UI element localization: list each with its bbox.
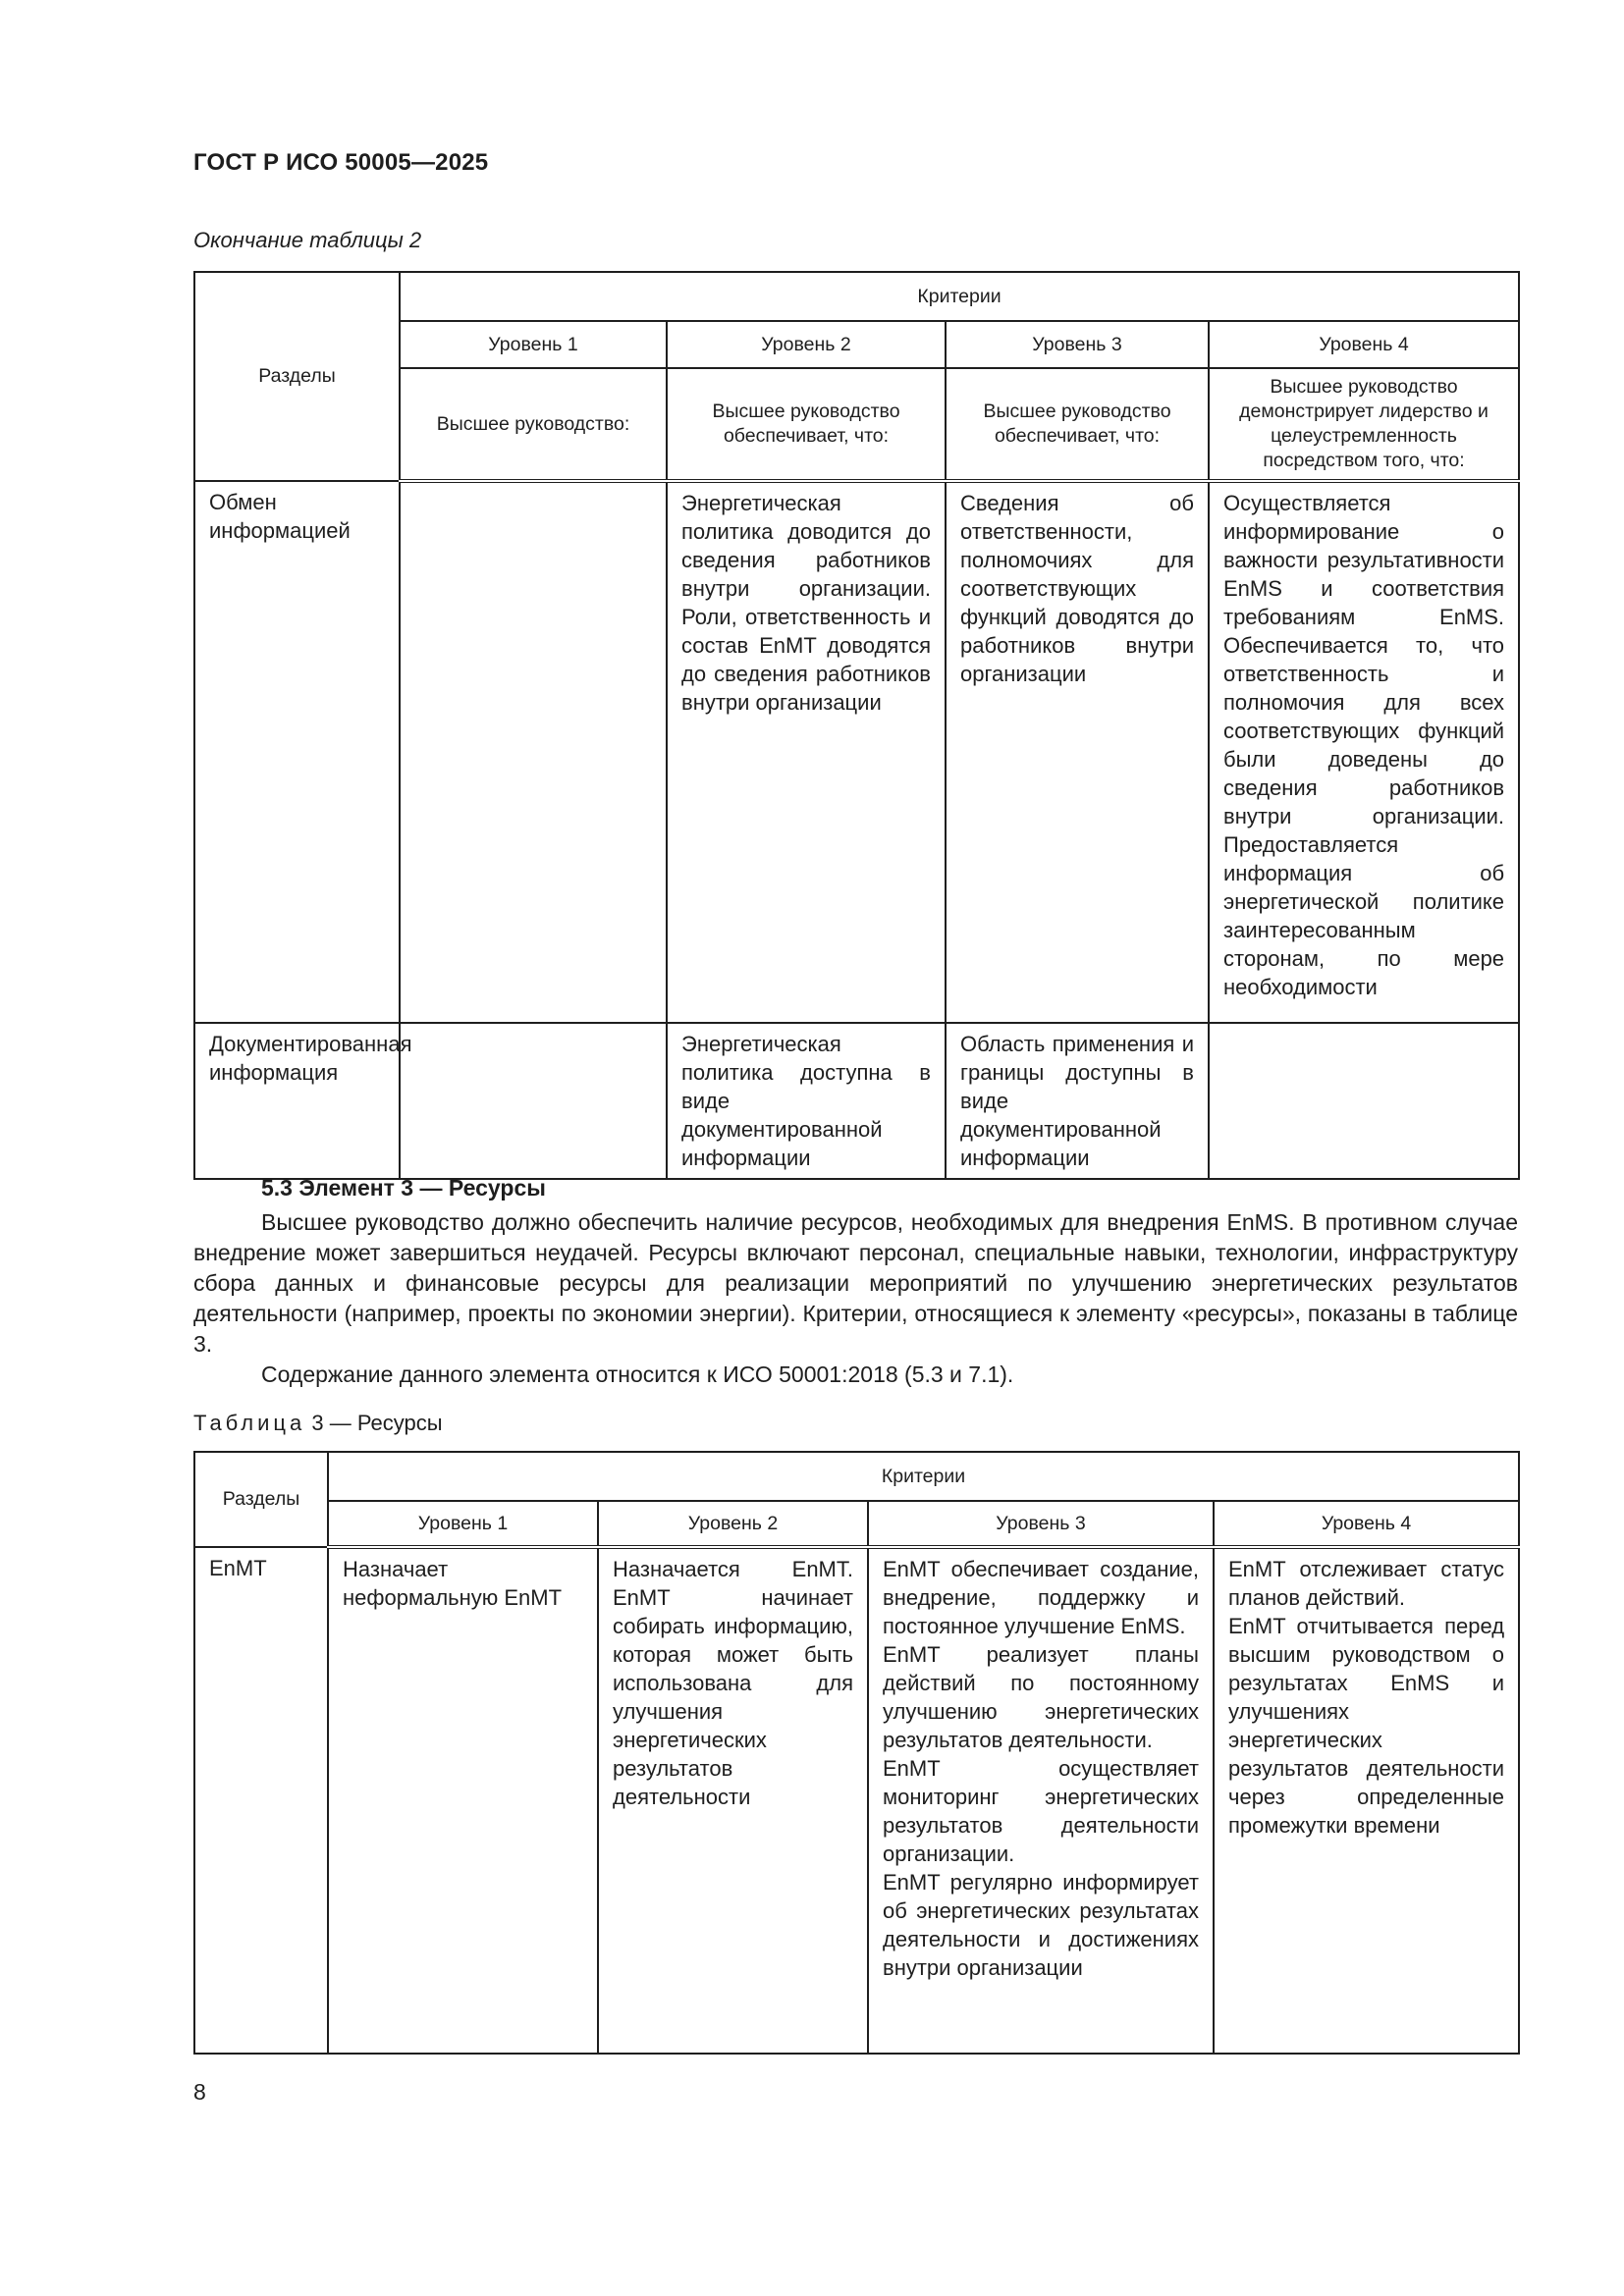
table2-section-cell: Обмен информацией: [194, 481, 400, 1023]
table2-cell: Осуществляется информирование о важности результативности EnMS и соответствия требованиям EnMS. Обеспечивается то, что ответственность и полномочия для всех соответствующих функций были доведены до сведения работников внутри организации. Предоставляется информация об энергетической политике заинтересованным сторонам, по мере необходимости: [1209, 481, 1519, 1023]
section-paragraph: Содержание данного элемента относится к ИСО 50001:2018 (5.3 и 7.1).: [261, 1362, 1014, 1387]
table2-level-1-header: Уровень 1: [400, 321, 667, 368]
table3-level-1-header: Уровень 1: [328, 1501, 598, 1547]
table2-cell: [400, 1023, 667, 1179]
table3-cell: [1214, 1547, 1519, 2054]
table2-cell: [1209, 1023, 1519, 1179]
table2-level-3-header: Уровень 3: [946, 321, 1209, 368]
table2-level-2-header: Уровень 2: [667, 321, 946, 368]
table2-level-4-header: Уровень 4: [1209, 321, 1519, 368]
table3-sections-header: Разделы: [194, 1452, 328, 1547]
table-row: [194, 481, 1519, 1023]
table3-criteria-header: Критерии: [328, 1452, 1519, 1501]
table3-level-2-header: Уровень 2: [598, 1501, 868, 1547]
table3-cell-line: EnMT реализует планы действий по постоянному улучшению энергетических результатов деятельности.: [883, 1642, 1199, 1752]
table2-level-2-intro: Высшее руководство обеспечивает, что:: [667, 368, 946, 481]
table-2: [193, 271, 1520, 1180]
table3-level-4-header: Уровень 4: [1214, 1501, 1519, 1547]
table2-cell: Сведения об ответственности, полномочиях для соответствующих функций доводятся до работников внутри организации: [946, 481, 1209, 1023]
section-paragraph: Высшее руководство должно обеспечить наличие ресурсов, необходимых для внедрения EnMS. В противном случае внедрение может завершиться неудачей. Ресурсы включают персонал, специальные навыки, технологии, инфраструктуру сбора данных и финансовые ресурсы для реализации мероприятий по улучшению энергетических результатов деятельности (например, проекты по экономии энергии). Критерии, относящиеся к элементу «ресурсы», показаны в таблице 3.: [193, 1209, 1518, 1357]
table3-level-3-header: Уровень 3: [868, 1501, 1214, 1547]
table3-cell-line: EnMT отчитывается перед высшим руководством о результатах EnMS и улучшениях энергетических результатов деятельности через определенные промежутки времени: [1228, 1614, 1505, 1838]
document-header: ГОСТ Р ИСО 50005—2025: [193, 149, 489, 176]
table2-cell: [400, 481, 667, 1023]
table2-cell: Область применения и границы доступны в виде документированной информации: [946, 1023, 1209, 1179]
table3-caption: [193, 1411, 443, 1436]
table3-caption-prefix: Таблица: [193, 1411, 306, 1435]
table3-caption-title: 3 — Ресурсы: [311, 1411, 443, 1435]
table3-cell: Назначает неформальную EnMT: [328, 1547, 598, 2054]
table2-level-3-intro: Высшее руководство обеспечивает, что:: [946, 368, 1209, 481]
table2-level-4-intro: Высшее руководство демонстрирует лидерство и целеустремленность посредством того, что:: [1209, 368, 1519, 481]
table2-cell: Энергетическая политика доступна в виде документированной информации: [667, 1023, 946, 1179]
table3-cell-line: EnMT отслеживает статус планов действий.: [1228, 1557, 1505, 1610]
table3-cell-line: EnMT регулярно информирует об энергетических результатах деятельности и достижениях внутри организации: [883, 1870, 1199, 1980]
table2-cell: Энергетическая политика доводится до сведения работников внутри организации. Роли, ответственность и состав EnMT доводятся до сведения работников внутри организации: [667, 481, 946, 1023]
table-row: [194, 1547, 1519, 2054]
table3-section-cell: EnMT: [194, 1547, 328, 2054]
table2-section-cell: Документированная информация: [194, 1023, 400, 1179]
table2-sections-header: Разделы: [194, 272, 400, 481]
table2-level-1-intro: Высшее руководство:: [400, 368, 667, 481]
table2-criteria-header: Критерии: [400, 272, 1519, 321]
table-row: [194, 1023, 1519, 1179]
table2-continuation-caption: Окончание таблицы 2: [193, 228, 422, 252]
table-3: [193, 1451, 1520, 2055]
table3-cell-line: EnMT осуществляет мониторинг энергетических результатов деятельности организации.: [883, 1756, 1199, 1866]
table3-cell: [868, 1547, 1214, 2054]
table3-cell: Назначается EnMT. EnMT начинает собирать информацию, которая может быть использована для улучшения энергетических результатов деятельности: [598, 1547, 868, 2054]
table3-cell-line: EnMT обеспечивает создание, внедрение, поддержку и постоянное улучшение EnMS.: [883, 1557, 1199, 1638]
page-number: 8: [193, 2079, 206, 2105]
section-title: 5.3 Элемент 3 — Ресурсы: [261, 1175, 546, 1201]
